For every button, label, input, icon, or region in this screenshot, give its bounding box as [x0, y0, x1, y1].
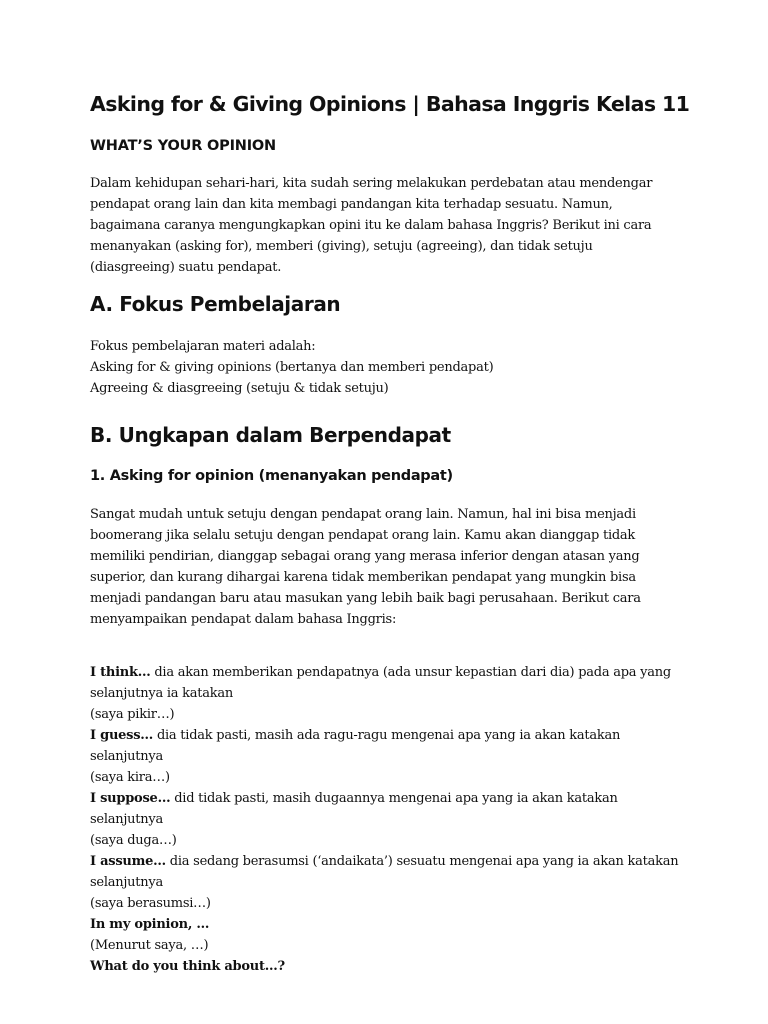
expression-explanation: did tidak pasti, masih dugaannya mengenai apa yang ia akan katakan: [170, 791, 618, 806]
page-title: Asking for & Giving Opinions | Bahasa Inggris Kelas 11: [90, 92, 690, 116]
expression-list: [90, 662, 690, 977]
section-a-line: Asking for & giving opinions (bertanya dan memberi pendapat): [90, 360, 494, 375]
intro-line: pendapat orang lain dan kita membagi pandangan kita terhadap sesuatu. Namun,: [90, 197, 613, 212]
expression-phrase: I suppose…: [90, 791, 171, 806]
section-b-heading: B. Ungkapan dalam Berpendapat: [90, 423, 451, 447]
section-a-heading: A. Fokus Pembelajaran: [90, 292, 341, 316]
expression-phrase: I assume…: [90, 854, 166, 869]
expression-i-assume: [90, 851, 690, 872]
expression-i-suppose: [90, 788, 690, 809]
expression-i-guess: [90, 725, 690, 746]
expression-what-do-you-think: What do you think about…?: [90, 959, 285, 974]
section-a-paragraph: [90, 336, 690, 399]
expression-i-think: [90, 662, 690, 683]
intro-line: bagaimana caranya mengungkapkan opini itu ke dalam bahasa Inggris? Berikut ini cara: [90, 218, 652, 233]
intro-line: menanyakan (asking for), memberi (giving), setuju (agreeing), dan tidak setuju: [90, 239, 593, 254]
paragraph-line: boomerang jika selalu setuju dengan pendapat orang lain. Kamu akan dianggap tidak: [90, 528, 636, 543]
paragraph-line: memiliki pendirian, dianggap sebagai orang yang merasa inferior dengan atasan yang: [90, 549, 640, 564]
paragraph-line: menjadi pandangan baru atau masukan yang lebih baik bagi perusahaan. Berikut cara: [90, 591, 641, 606]
expression-in-my-opinion: In my opinion, …: [90, 917, 210, 932]
subsection-1-paragraph: [90, 504, 690, 630]
expression-explanation: dia tidak pasti, masih ada ragu-ragu mengenai apa yang ia akan katakan: [153, 728, 621, 743]
subsection-1-heading: 1. Asking for opinion (menanyakan pendapat): [90, 468, 453, 484]
expression-continuation: selanjutnya ia katakan: [90, 686, 234, 701]
intro-paragraph: [90, 173, 690, 278]
section-a-line: Fokus pembelajaran materi adalah:: [90, 339, 316, 354]
expression-translation: (saya pikir…): [90, 707, 175, 722]
expression-translation: (Menurut saya, …): [90, 938, 209, 953]
expression-explanation: dia sedang berasumsi (‘andaikata’) sesuatu mengenai apa yang ia akan katakan: [165, 854, 679, 869]
paragraph-line: superior, dan kurang dihargai karena tidak memberikan pendapat yang mungkin bisa: [90, 570, 636, 585]
expression-phrase: I guess…: [90, 728, 154, 743]
expression-phrase: I think…: [90, 665, 151, 680]
expression-translation: (saya berasumsi…): [90, 896, 211, 911]
intro-line: (diasgreeing) suatu pendapat.: [90, 260, 282, 275]
expression-translation: (saya kira…): [90, 770, 170, 785]
expression-continuation: selanjutnya: [90, 812, 163, 827]
expression-explanation: dia akan memberikan pendapatnya (ada unsur kepastian dari dia) pada apa yang: [150, 665, 671, 680]
expression-translation: (saya duga…): [90, 833, 177, 848]
intro-line: Dalam kehidupan sehari-hari, kita sudah sering melakukan perdebatan atau mendengar: [90, 176, 653, 191]
expression-continuation: selanjutnya: [90, 749, 163, 764]
expression-continuation: selanjutnya: [90, 875, 163, 890]
paragraph-line: Sangat mudah untuk setuju dengan pendapat orang lain. Namun, hal ini bisa menjadi: [90, 507, 636, 522]
paragraph-line: menyampaikan pendapat dalam bahasa Inggris:: [90, 612, 397, 627]
page-subtitle: WHAT’S YOUR OPINION: [90, 138, 276, 154]
section-a-line: Agreeing & diasgreeing (setuju & tidak setuju): [90, 381, 389, 396]
